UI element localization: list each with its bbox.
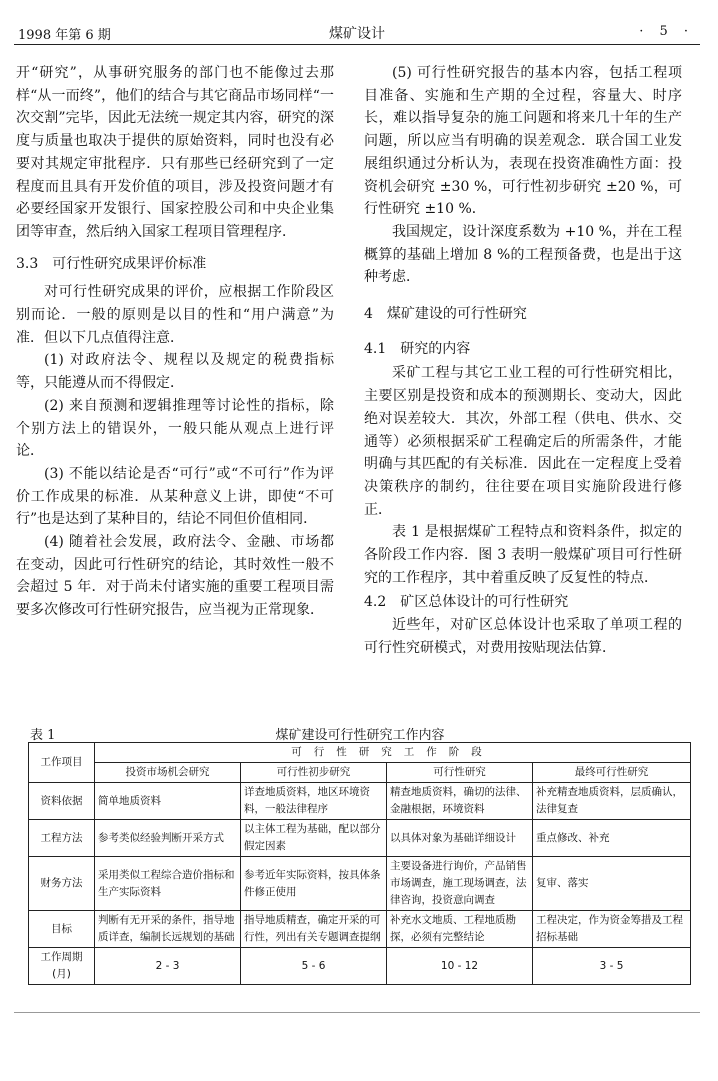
section-heading-4-1: 4.1 研究的内容	[364, 340, 471, 357]
section-heading-3-3: 3.3 可行性研究成果评价标准	[16, 255, 207, 272]
table-cell: 参考类似经验判断开采方式	[95, 820, 241, 857]
table-row	[29, 911, 691, 948]
list-item: (3) 不能以结论是否“可行”或“不可行”作为评价工作成果的标准．从某种意义上讲，即使“不可行”也是达到了某种目的，结论不同但价值相同．	[16, 465, 334, 528]
list-item: (2) 来自预测和逻辑推理等讨论性的指标，除个别方法上的错误外，一般只能从观点上进行评论．	[16, 397, 334, 460]
table-cell: 5 - 6	[241, 948, 387, 985]
table-caption	[30, 724, 690, 742]
table-row-label: 工作周期(月)	[29, 948, 95, 985]
table-cell: 复审、落实	[533, 857, 691, 911]
table-header-cell: 可行性研究	[387, 763, 533, 783]
table-cell: 判断有无开采的条件，指导地质详查，编制长远规划的基础	[95, 911, 241, 948]
running-header	[14, 20, 700, 45]
table-cell: 重点修改、补充	[533, 820, 691, 857]
table-number: 表 1	[30, 728, 56, 743]
paragraph: 我国规定，设计深度系数为 +10 %，并在工程概算的基础上增加 8 %的工程预备费，也是出于这种考虑．	[364, 223, 682, 286]
journal-title: 煤矿设计	[329, 26, 385, 42]
table-cell: 补充精查地质资料，层质确认，法律复查	[533, 783, 691, 820]
table-cell: 补充水文地质、工程地质勘探，必须有完整结论	[387, 911, 533, 948]
table-row-label: 工程方法	[29, 820, 95, 857]
left-column	[16, 62, 334, 622]
table-cell: 10 - 12	[387, 948, 533, 985]
bottom-rule	[14, 1012, 700, 1013]
table-row-label: 目标	[29, 911, 95, 948]
table-row	[29, 783, 691, 820]
table-header-row	[29, 763, 691, 783]
paragraph: 对可行性研究成果的评价，应根据工作阶段区别而论．一般的原则是以目的性和“用户满意”为准．但以下几点值得注意．	[16, 284, 334, 346]
work-content-table	[28, 742, 691, 985]
right-column	[364, 62, 682, 660]
table-row	[29, 857, 691, 911]
paragraph: 近些年，对矿区总体设计也采取了单项工程的可行性究研模式，对费用按贴现法估算．	[364, 617, 682, 656]
list-item: (1) 对政府法令、规程以及规定的税费指标等，只能遵从而不得假定．	[16, 352, 334, 392]
page-number: · 5 ·	[639, 24, 694, 39]
list-item: (4) 随着社会发展，政府法令、金融、市场都在变动，因此可行性研究的结论，其时效性一般不会超过 5 年．对于尚未付诸实施的重要工程项目需要多次修改可行性研究报告，应当视为正常现象．	[16, 534, 334, 619]
paragraph: 开“研究”，从事研究服务的部门也不能像过去那样“从一而终”，他们的结合与其它商品市场同样“一次交割”完毕，因此无法统一规定其内容，研究的深度与质量也取决于提供的原始资料，同时也没有必要对其规定审批程序．只有那些已经研究到了一定程度而且具有开发价值的项目，涉及投资问题才有必要经国家开发银行、国家控股公司和中央企业集团等审查，然后纳入国家工程项目管理程序．	[16, 65, 334, 240]
table-row	[29, 820, 691, 857]
table-cell: 2 - 3	[95, 948, 241, 985]
table-cell: 参考近年实际资料，按具体条件修正使用	[241, 857, 387, 911]
paragraph: 表 1 是根据煤矿工程特点和资料条件，拟定的各阶段工作内容．图 3 表明一般煤矿项目可行性研究的工作程序，其中着重反映了反复性的特点．	[364, 524, 682, 586]
table-cell: 详查地质资料，地区环境资料，一般法律程序	[241, 783, 387, 820]
table-cell: 以具体对象为基础详细设计	[387, 820, 533, 857]
table-cell: 主要设备进行询价，产品销售市场调查，施工现场调查，法律咨询，投资意向调查	[387, 857, 533, 911]
table-row	[29, 948, 691, 985]
table-row-label: 资料依据	[29, 783, 95, 820]
table-group-header: 可行性研究工作阶段	[95, 743, 691, 763]
table-cell: 采用类似工程综合造价指标和生产实际资料	[95, 857, 241, 911]
issue-label: 1998 年第 6 期	[18, 28, 111, 43]
table-header-cell: 可行性初步研究	[241, 763, 387, 783]
table-cell: 精查地质资料，确切的法律、金融根据，环境资料	[387, 783, 533, 820]
table-cell: 工程决定，作为资金筹措及工程招标基础	[533, 911, 691, 948]
table-header-cell: 投资市场机会研究	[95, 763, 241, 783]
list-item: (5) 可行性研究报告的基本内容，包括工程项目准备、实施和生产期的全过程，容量大、时序长，难以指导复杂的施工问题和将来几十年的生产问题，所以应当有明确的误差观念．联合国工业发展组织通过分析认为，表现在投资准确性方面：投资机会研究 ±30 %，可行性初步研究 ±20 %，可行性研究 ±10 %．	[364, 65, 682, 218]
table-header-row	[29, 743, 691, 763]
table-header-cell: 最终可行性研究	[533, 763, 691, 783]
table-cell: 以主体工程为基础，配以部分假定因素	[241, 820, 387, 857]
table-header-cell: 工作项目	[29, 743, 95, 783]
table-title: 煤矿建设可行性研究工作内容	[275, 728, 445, 743]
table-cell: 指导地质精查，确定开采的可行性，列出有关专题调查提纲	[241, 911, 387, 948]
section-heading-4-2: 4.2 矿区总体设计的可行性研究	[364, 594, 569, 611]
table-cell: 简单地质资料	[95, 783, 241, 820]
table-row-label: 财务方法	[29, 857, 95, 911]
paragraph: 采矿工程与其它工业工程的可行性研究相比，主要区别是投资和成本的预测期长、变动大，因此绝对误差较大．其次，外部工程（供电、供水、交通等）必须根据采矿工程确定后的所需条件，才能明确与其匹配的有关标准．因此在一定程度上受着决策秩序的制约，往往要在项目实施阶段进行修正．	[364, 365, 682, 518]
table-cell: 3 - 5	[533, 948, 691, 985]
section-heading-4: 4 煤矿建设的可行性研究	[364, 306, 527, 323]
